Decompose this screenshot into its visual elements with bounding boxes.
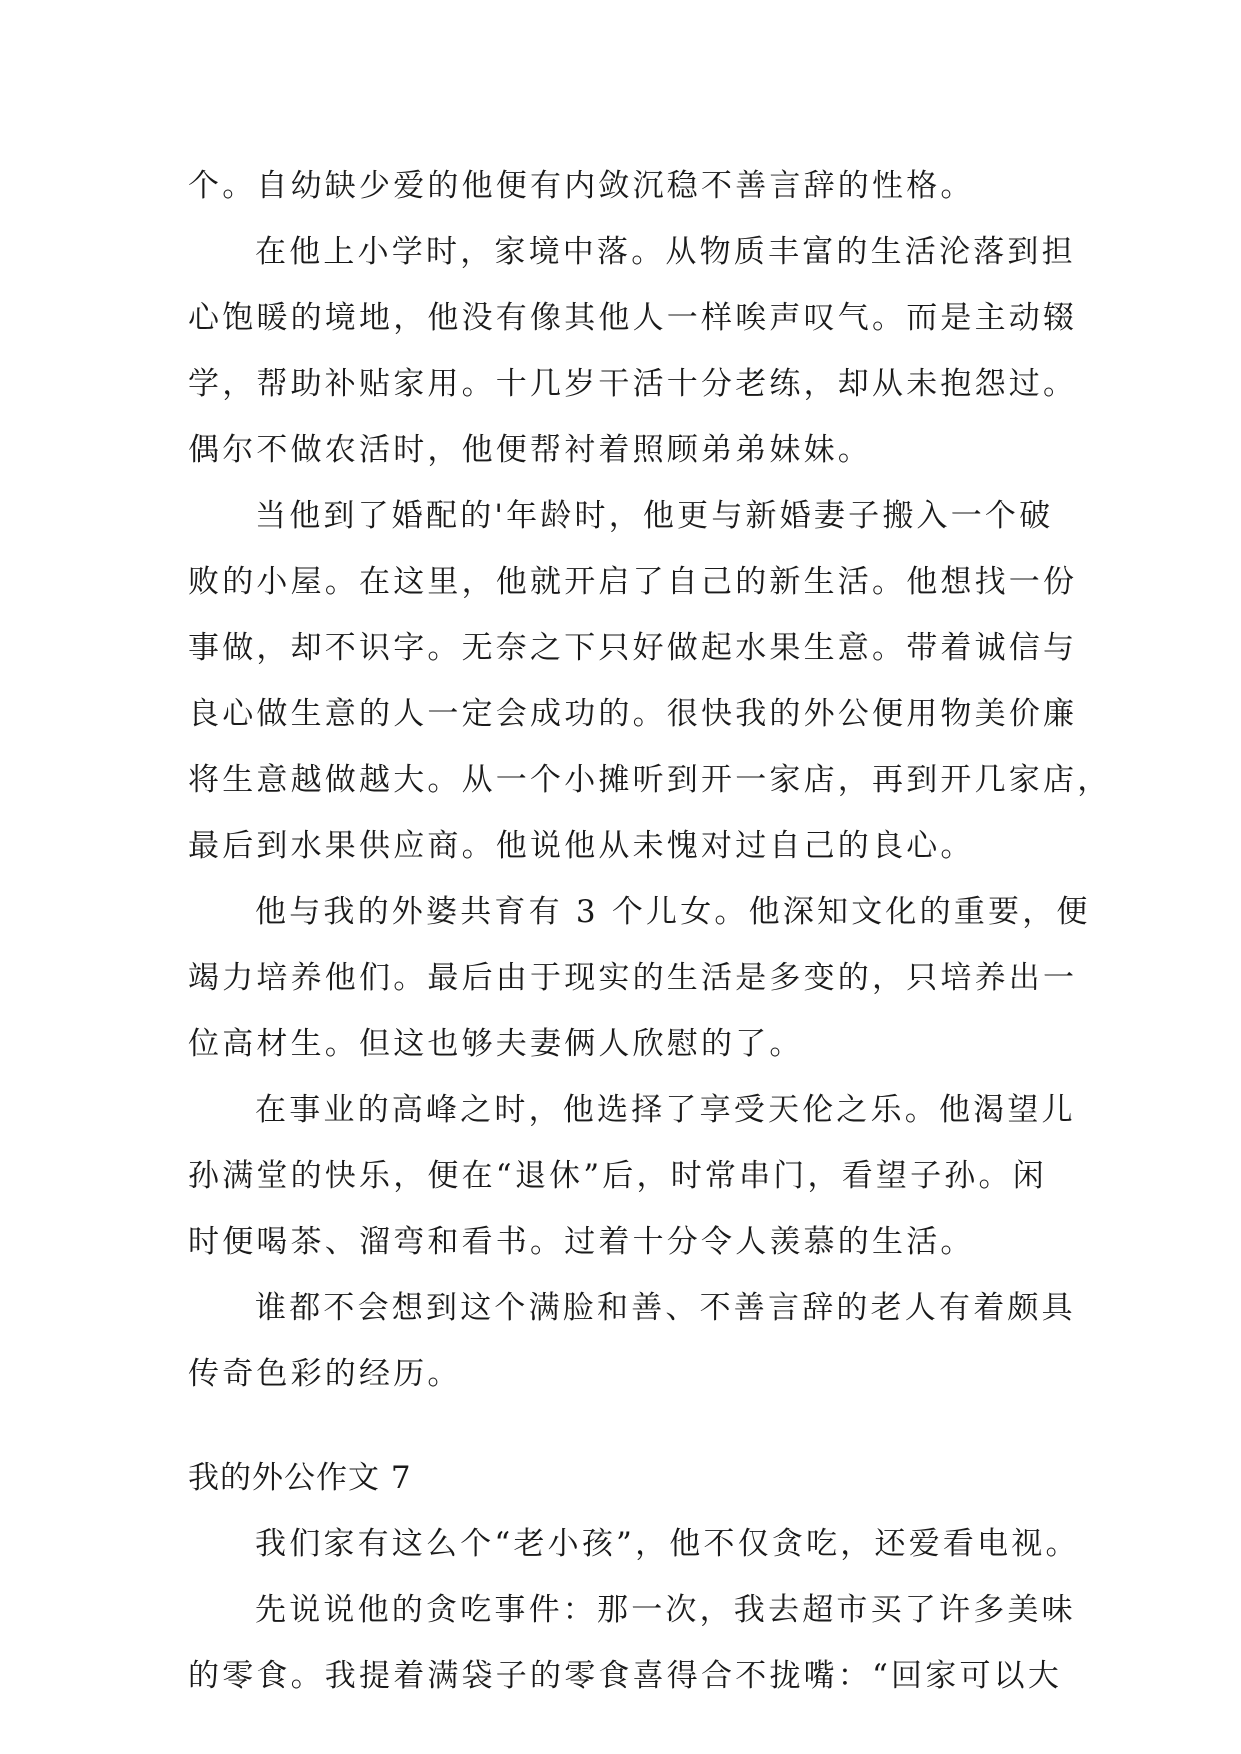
paragraph-line: 我们家有这么个“老小孩”，他不仅贪吃，还爱看电视。 <box>255 1526 1080 1562</box>
paragraph-line: 谁都不会想到这个满脸和善、不善言辞的老人有着颇具 <box>255 1290 1076 1326</box>
paragraph-line: 传奇色彩的经历。 <box>188 1356 462 1392</box>
paragraph-line: 学，帮助补贴家用。十几岁干活十分老练，却从未抱怨过。 <box>188 366 1078 402</box>
paragraph-line: 先说说他的贪吃事件：那一次，我去超市买了许多美味 <box>255 1592 1076 1628</box>
paragraph-line: 当他到了婚配的'年龄时，他更与新婚妻子搬入一个破 <box>255 498 1054 534</box>
paragraph-line: 良心做生意的人一定会成功的。很快我的外公便用物美价廉 <box>188 696 1078 732</box>
section-heading: 我的外公作文 7 <box>188 1460 412 1496</box>
paragraph-line: 在他上小学时，家境中落。从物质丰富的生活沦落到担 <box>255 234 1076 270</box>
paragraph-line: 最后到水果供应商。他说他从未愧对过自己的良心。 <box>188 828 975 864</box>
paragraph-line: 在事业的高峰之时，他选择了享受天伦之乐。他渴望儿 <box>255 1092 1076 1128</box>
paragraph-line: 位高材生。但这也够夫妻俩人欣慰的了。 <box>188 1026 804 1062</box>
paragraph-line: 将生意越做越大。从一个小摊听到开一家店，再到开几家店， <box>188 762 1112 798</box>
paragraph-line: 时便喝茶、溜弯和看书。过着十分令人羡慕的生活。 <box>188 1224 975 1260</box>
paragraph-line: 偶尔不做农活时，他便帮衬着照顾弟弟妹妹。 <box>188 432 872 468</box>
paragraph-line: 败的小屋。在这里，他就开启了自己的新生活。他想找一份 <box>188 564 1078 600</box>
paragraph-line: 他与我的外婆共育有 3 个儿女。他深知文化的重要，便 <box>255 894 1091 930</box>
paragraph-line: 孙满堂的快乐，便在“退休”后，时常串门，看望子孙。闲 <box>188 1158 1047 1194</box>
paragraph-line: 心饱暖的境地，他没有像其他人一样唉声叹气。而是主动辍 <box>188 300 1078 336</box>
paragraph-line: 事做，却不识字。无奈之下只好做起水果生意。带着诚信与 <box>188 630 1078 666</box>
paragraph-line: 竭力培养他们。最后由于现实的生活是多变的，只培养出一 <box>188 960 1078 996</box>
paragraph-line: 个。自幼缺少爱的他便有内敛沉稳不善言辞的性格。 <box>188 168 975 204</box>
paragraph-line: 的零食。我提着满袋子的零食喜得合不拢嘴：“回家可以大 <box>188 1658 1063 1694</box>
